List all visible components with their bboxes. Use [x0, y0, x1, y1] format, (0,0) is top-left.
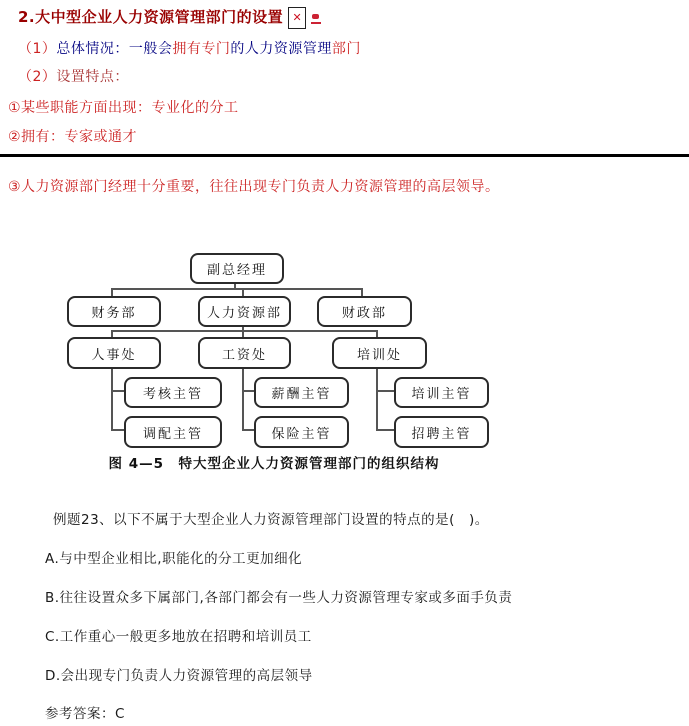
org-connector — [111, 330, 378, 332]
org-connector — [111, 288, 363, 290]
reference-answer: 参考答案：C — [45, 706, 125, 722]
org-connector — [376, 330, 378, 337]
note-overview-highlight2: 部门 — [331, 41, 361, 57]
note-overview-text1: 总体情况：一般会 — [56, 41, 173, 57]
note-overview-text2: 的人力资源管理 — [230, 41, 332, 57]
org-connector — [376, 390, 394, 392]
note-line-point1: ①某些职能方面出现：专业化的分工 — [8, 100, 239, 116]
org-node-assessment-supervisor: 考核主管 — [124, 377, 222, 408]
horizontal-divider — [0, 154, 689, 157]
org-connector — [361, 288, 363, 296]
org-node-recruitment-supervisor: 招聘主管 — [394, 416, 489, 448]
org-connector — [242, 288, 244, 296]
question-option-a: A.与中型企业相比,职能化的分工更加细化 — [45, 551, 303, 567]
org-node-finance-dept: 财务部 — [67, 296, 161, 327]
org-connector — [111, 288, 113, 296]
org-node-training-office: 培训处 — [332, 337, 427, 369]
note-line-overview — [18, 38, 361, 58]
question-option-d: D.会出现专门负责人力资源管理的高层领导 — [45, 668, 313, 684]
red-marker-icon — [311, 14, 322, 24]
org-node-fiscal-dept: 财政部 — [317, 296, 412, 327]
org-connector — [242, 429, 254, 431]
section-title: 2.大中型企业人力资源管理部门的设置 — [18, 8, 284, 26]
question-option-c: C.工作重心一般更多地放在招聘和培训员工 — [45, 629, 312, 645]
org-connector — [242, 365, 244, 431]
red-marker-blob — [312, 14, 319, 19]
red-marker-bar — [311, 22, 321, 24]
broken-image-icon: ✕ — [288, 7, 306, 29]
org-node-allocation-supervisor: 调配主管 — [124, 416, 222, 448]
section-title-row — [18, 6, 322, 29]
org-connector — [242, 390, 254, 392]
org-node-deputy-general-manager: 副总经理 — [190, 253, 284, 284]
org-connector — [111, 429, 124, 431]
note-features-number: （2） — [18, 69, 57, 85]
org-node-hr-dept: 人力资源部 — [198, 296, 291, 327]
org-connector — [376, 365, 378, 431]
org-node-training-supervisor: 培训主管 — [394, 377, 489, 408]
note-line-point3: ③人力资源部门经理十分重要，往往出现专门负责人力资源管理的高层领导。 — [8, 179, 500, 195]
org-node-compensation-supervisor: 薪酬主管 — [254, 377, 349, 408]
note-features-text: 设置特点： — [56, 69, 129, 85]
org-connector — [111, 330, 113, 337]
org-chart-figure — [58, 250, 490, 482]
note-line-features — [18, 66, 129, 86]
org-connector — [111, 390, 124, 392]
org-node-wage-office: 工资处 — [198, 337, 291, 369]
org-connector — [376, 429, 394, 431]
org-node-personnel-office: 人事处 — [67, 337, 161, 369]
org-node-insurance-supervisor: 保险主管 — [254, 416, 349, 448]
note-overview-number: （1） — [18, 41, 57, 57]
org-connector — [111, 365, 113, 431]
question-option-b: B.往往设置众多下属部门,各部门都会有一些人力资源管理专家或多面手负责 — [45, 590, 513, 606]
question-stem: 例题23、以下不属于大型企业人力资源管理部门设置的特点的是( )。 — [53, 512, 489, 528]
figure-caption: 图 4—5 特大型企业人力资源管理部门的组织结构 — [108, 456, 440, 472]
org-connector — [242, 330, 244, 337]
note-line-point2: ②拥有：专家或通才 — [8, 129, 138, 145]
note-overview-highlight1: 拥有专门 — [172, 41, 231, 57]
